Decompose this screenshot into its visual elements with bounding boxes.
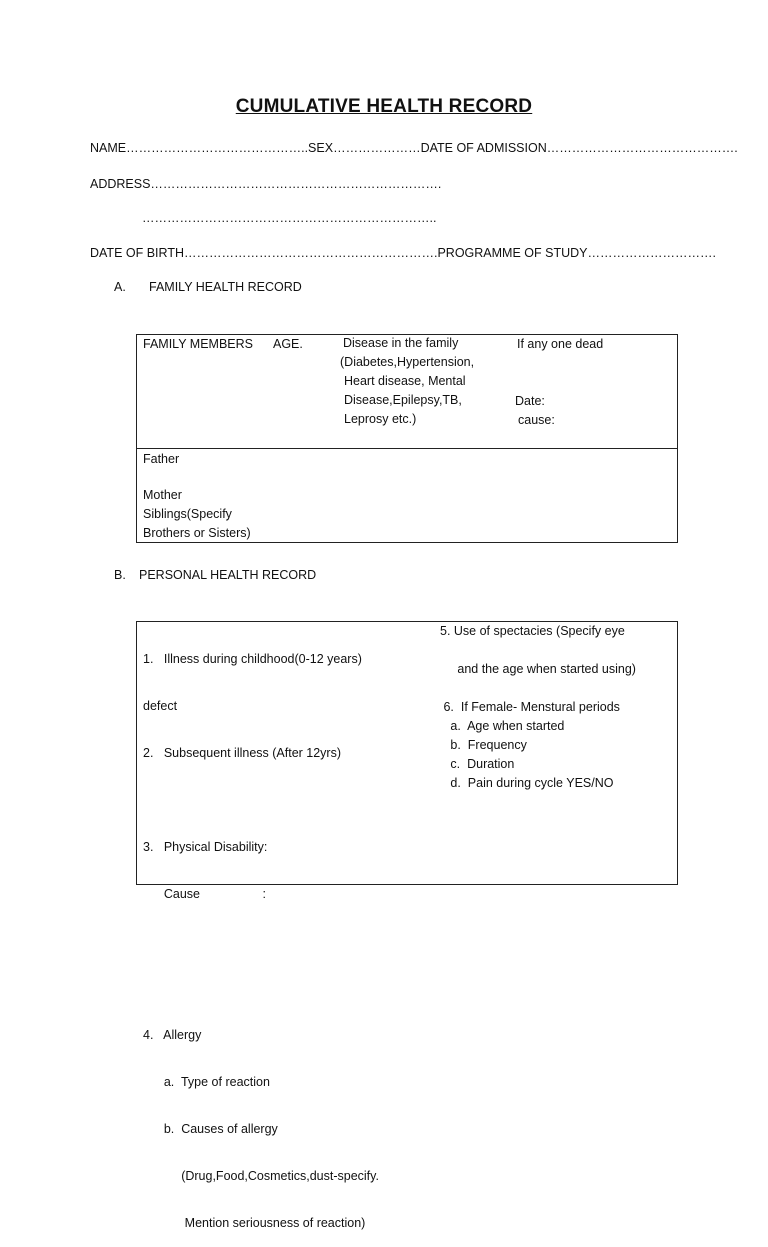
col-family-members: FAMILY MEMBERS <box>143 337 253 351</box>
address-line-1: ADDRESS……………………………………………………………. <box>90 177 442 191</box>
blank-line <box>143 979 379 998</box>
item-menstrual-frequency: b. Frequency <box>440 738 527 752</box>
section-b-heading: PERSONAL HEALTH RECORD <box>139 568 317 582</box>
item-menstrual-age: a. Age when started <box>440 719 565 733</box>
item-menstrual-pain: d. Pain during cycle YES/NO <box>440 776 614 790</box>
personal-left-column <box>143 622 379 1247</box>
disease-line: Heart disease, Mental <box>344 374 466 388</box>
item-childhood-illness-cont: defect <box>143 699 178 713</box>
blank-line <box>440 679 636 698</box>
blank-line <box>440 641 636 660</box>
disease-line: (Diabetes,Hypertension, <box>340 355 475 369</box>
item-menstrual-periods: 6. If Female- Menstural periods <box>440 700 620 714</box>
dob-programme-line: DATE OF BIRTH…………………………………………………….PROGRAMME OF STUDY…………………………. <box>90 246 716 260</box>
item-allergy-seriousness: Mention seriousness of reaction) <box>143 1216 366 1230</box>
col-if-anyone-dead: If any one dead <box>517 337 604 351</box>
item-allergy: 4. Allergy <box>143 1028 202 1042</box>
blank-line <box>143 932 379 951</box>
item-childhood-illness: 1. Illness during childhood(0-12 years) <box>143 652 362 666</box>
family-table-divider <box>136 448 678 449</box>
disease-line: Disease in the family <box>343 336 459 350</box>
row-mother: Mother <box>143 488 182 502</box>
item-menstrual-duration: c. Duration <box>440 757 515 771</box>
col-disease-in-family <box>340 334 474 429</box>
item-subsequent-illness: 2. Subsequent illness (After 12yrs) <box>143 746 342 760</box>
row-father: Father <box>143 452 180 466</box>
personal-right-column <box>440 622 636 793</box>
disease-line: Disease,Epilepsy,TB, <box>344 393 462 407</box>
row-siblings-note: Brothers or Sisters) <box>143 526 251 540</box>
item-spectacles-age: and the age when started using) <box>440 662 636 676</box>
item-spectacles: 5. Use of spectacies (Specify eye <box>440 624 625 638</box>
item-allergy-causes-detail: (Drug,Food,Cosmetics,dust-specify. <box>143 1169 379 1183</box>
blank-line <box>143 791 379 810</box>
address-line-2: …………………………………………………………….. <box>142 211 437 225</box>
row-siblings: Siblings(Specify <box>143 507 232 521</box>
dead-date-label: Date: <box>515 394 545 408</box>
section-a-heading: FAMILY HEALTH RECORD <box>149 280 302 294</box>
col-age: AGE. <box>273 337 303 351</box>
item-allergy-causes: b. Causes of allergy <box>143 1122 278 1136</box>
item-allergy-reaction: a. Type of reaction <box>143 1075 270 1089</box>
item-physical-disability: 3. Physical Disability: <box>143 840 268 854</box>
page-title: CUMULATIVE HEALTH RECORD <box>235 96 533 117</box>
name-sex-admission-line: NAME……………………………………..SEX…………………DATE OF ADMISSION………………………………………. <box>90 141 738 155</box>
section-a-letter: A. <box>114 280 126 294</box>
item-disability-cause: Cause : <box>143 887 266 901</box>
dead-cause-label: cause: <box>518 413 555 427</box>
section-b-letter: B. <box>114 568 126 582</box>
disease-line: Leprosy etc.) <box>344 412 417 426</box>
